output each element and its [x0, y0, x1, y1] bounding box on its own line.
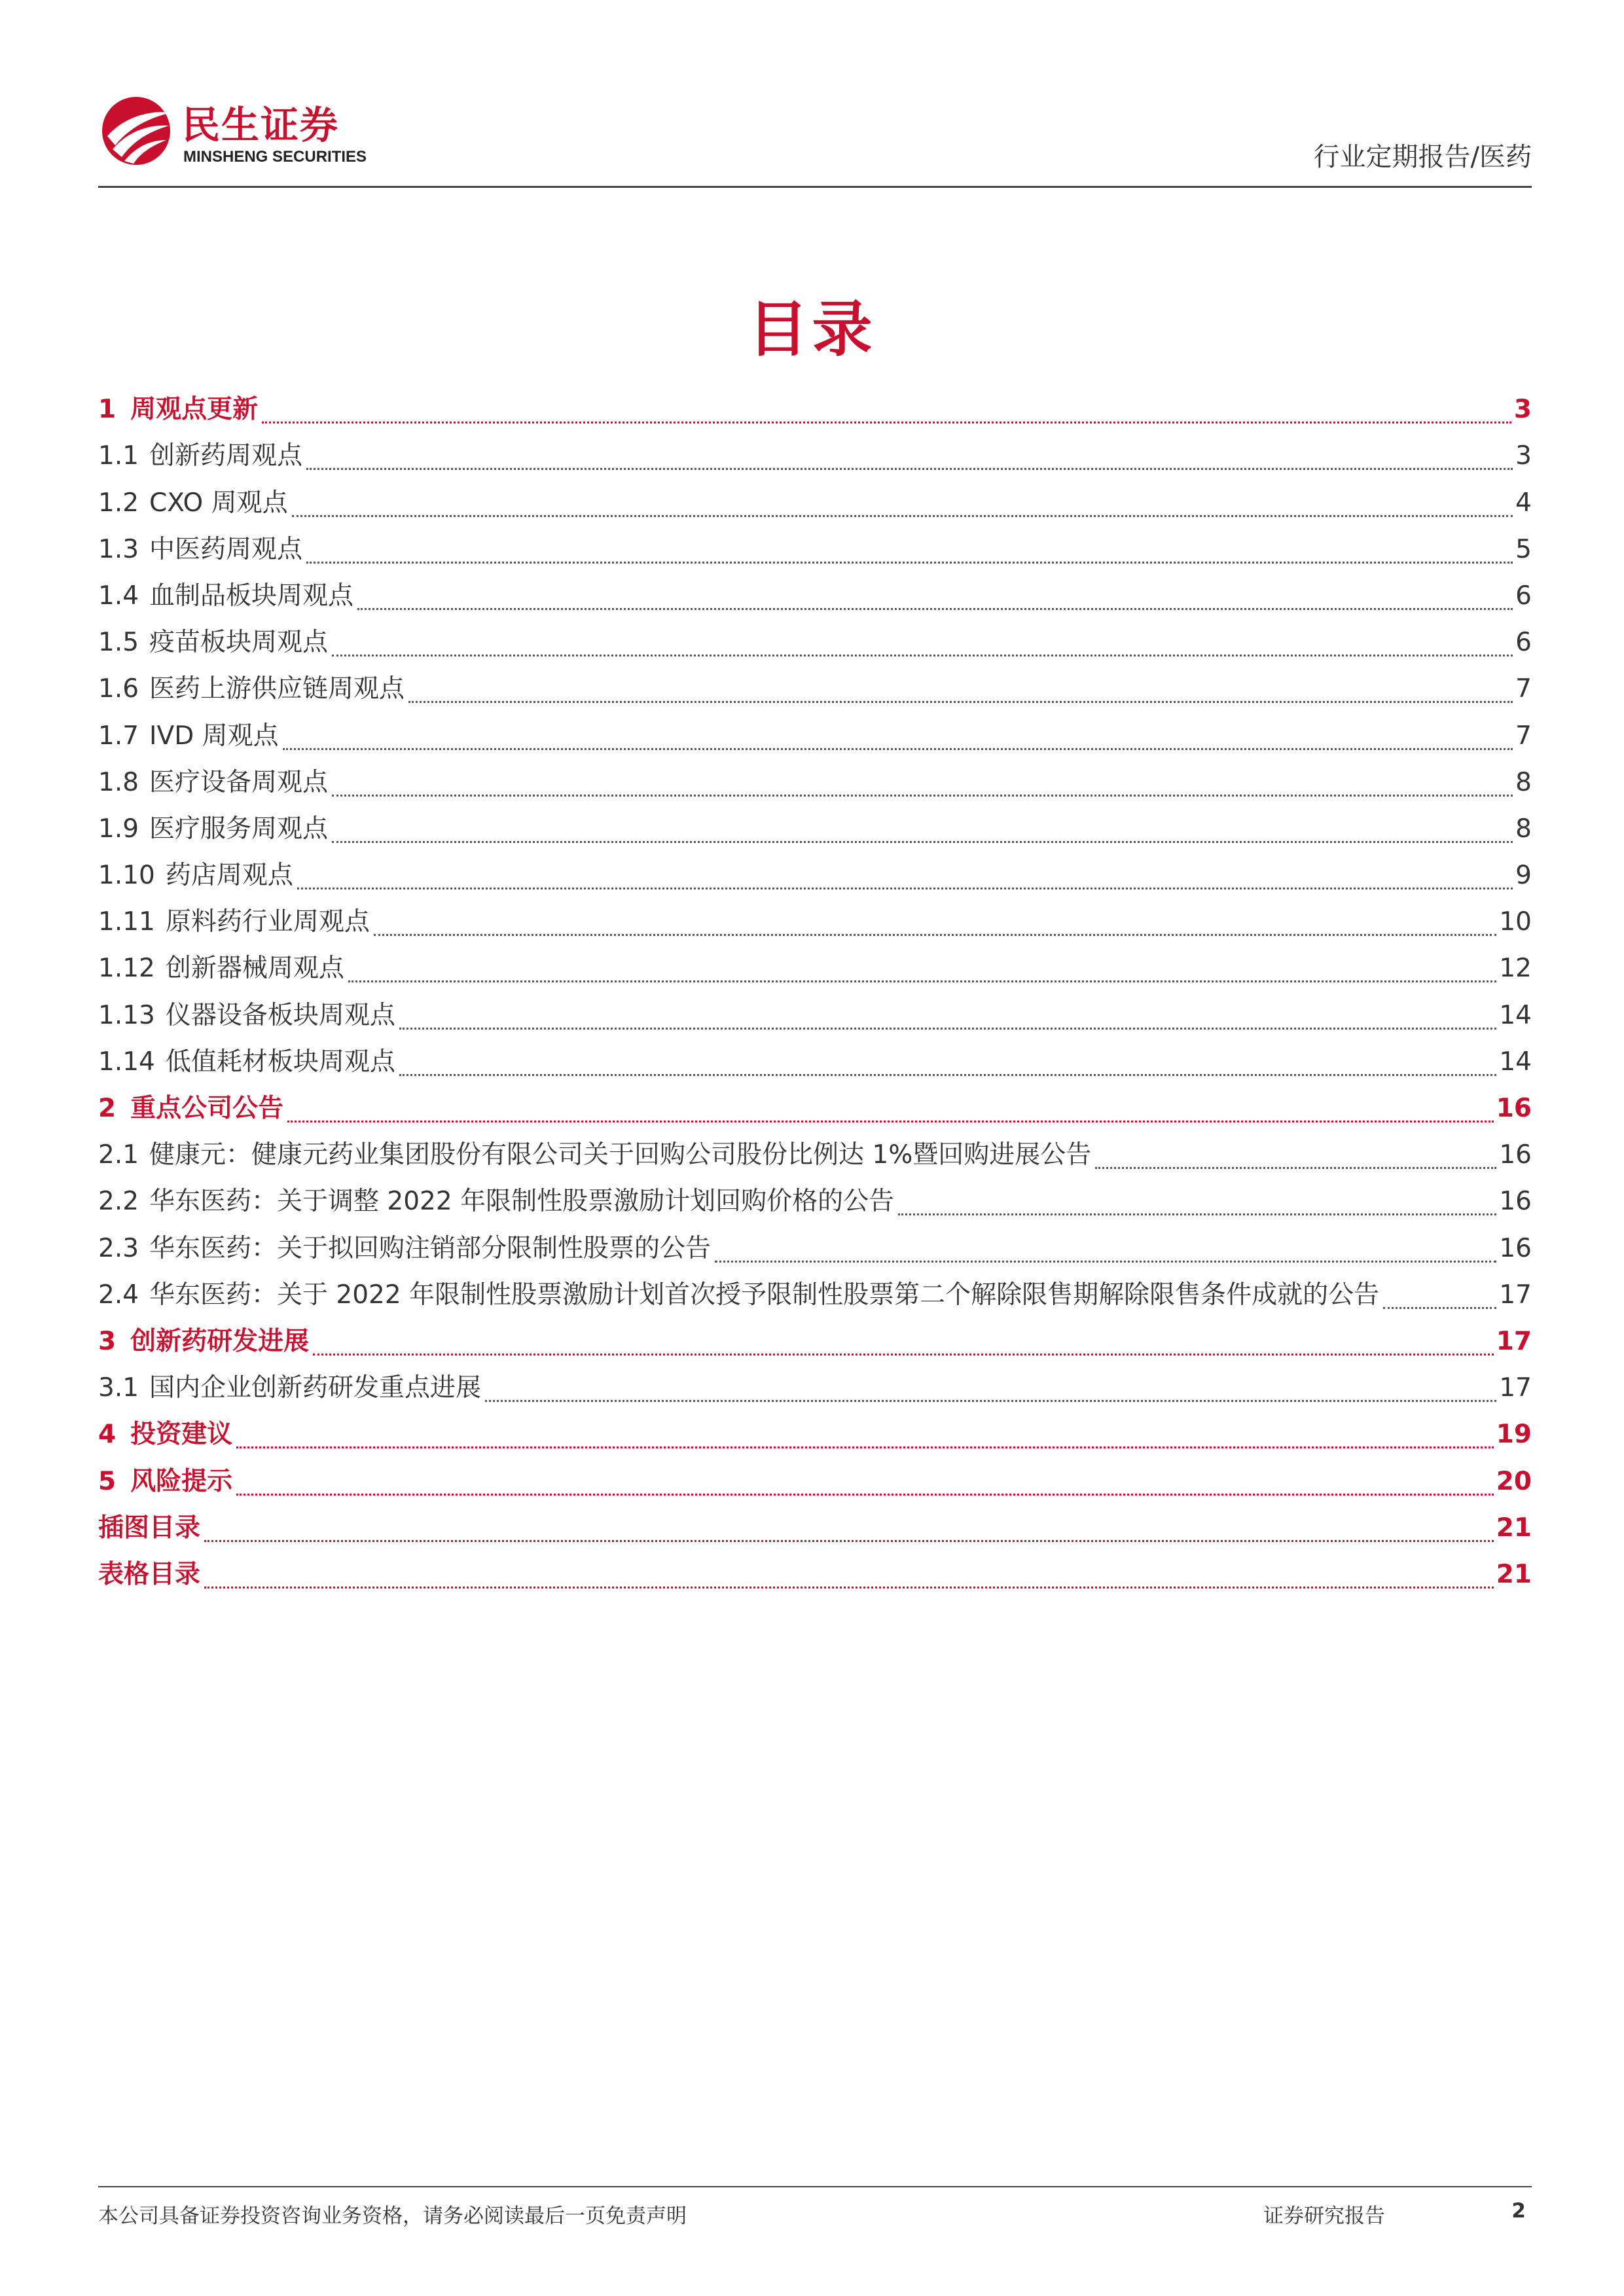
toc-entry-number: 1.3 — [98, 534, 139, 564]
toc-entry-page: 17 — [1496, 1326, 1532, 1356]
toc-entry-label: 周观点更新 — [130, 395, 259, 425]
toc-dot-leader — [332, 655, 1513, 656]
toc-entry[interactable] — [98, 1178, 1532, 1225]
toc-dot-leader — [204, 1540, 1494, 1542]
toc-entry[interactable] — [98, 1458, 1532, 1504]
toc-dot-leader — [287, 1121, 1494, 1122]
toc-dot-leader — [262, 422, 1511, 423]
toc-entry-number: 1.7 — [98, 721, 139, 751]
toc-entry-page: 16 — [1496, 1094, 1532, 1123]
toc-entry-number: 4 — [98, 1420, 117, 1450]
toc-entry-page: 8 — [1515, 767, 1532, 797]
toc-dot-leader — [332, 795, 1513, 797]
toc-dot-leader — [357, 608, 1513, 610]
toc-entry-number: 1.9 — [98, 814, 139, 844]
toc-entry[interactable] — [98, 526, 1532, 573]
toc-entry-page: 6 — [1515, 581, 1532, 611]
toc-entry[interactable] — [98, 479, 1532, 526]
toc-entry-number: 3 — [98, 1326, 117, 1356]
toc-entry[interactable] — [98, 386, 1532, 433]
footer-divider — [98, 2186, 1532, 2187]
toc-entry[interactable] — [98, 1551, 1532, 1598]
toc-entry-page: 3 — [1515, 441, 1532, 471]
toc-entry-page: 16 — [1499, 1140, 1532, 1170]
toc-entry[interactable] — [98, 899, 1532, 945]
toc-entry-number: 1.6 — [98, 674, 139, 704]
logo-chinese-name: 民生证券 — [182, 103, 340, 147]
toc-entry-page: 10 — [1499, 907, 1532, 937]
toc-entry-page: 14 — [1499, 1047, 1532, 1077]
toc-entry-label: IVD 周观点 — [149, 721, 279, 751]
toc-entry-number: 1.2 — [98, 488, 139, 518]
toc-dot-leader — [399, 1074, 1497, 1076]
toc-entry-page: 9 — [1515, 861, 1532, 891]
toc-dot-leader — [1095, 1167, 1496, 1169]
toc-entry-number: 2.1 — [98, 1140, 139, 1170]
toc-entry-label: 医药上游供应链周观点 — [149, 674, 405, 704]
toc-dot-leader — [408, 701, 1513, 703]
toc-entry[interactable] — [98, 759, 1532, 806]
toc-entry[interactable] — [98, 433, 1532, 479]
toc-entry-label: 仪器设备板块周观点 — [165, 1000, 395, 1030]
toc-entry-page: 21 — [1496, 1513, 1532, 1543]
toc-entry-page: 4 — [1515, 488, 1532, 518]
toc-entry-number: 1.1 — [98, 441, 139, 471]
toc-entry-page: 16 — [1499, 1233, 1532, 1263]
table-of-contents — [98, 386, 1532, 1598]
toc-dot-leader — [485, 1400, 1496, 1402]
toc-entry-number: 2 — [98, 1094, 117, 1123]
toc-entry-label: 医疗服务周观点 — [149, 814, 329, 844]
header-divider — [98, 186, 1532, 188]
toc-entry-label: 华东医药：关于拟回购注销部分限制性股票的公告 — [149, 1233, 712, 1263]
toc-dot-leader — [236, 1494, 1494, 1496]
toc-entry[interactable] — [98, 666, 1532, 712]
toc-entry[interactable] — [98, 1225, 1532, 1271]
toc-entry-label: 国内企业创新药研发重点进展 — [149, 1373, 482, 1403]
toc-entry-label: 疫苗板块周观点 — [149, 628, 329, 658]
toc-entry-page: 8 — [1515, 814, 1532, 844]
toc-dot-leader — [306, 562, 1513, 564]
toc-entry-number: 1.12 — [98, 954, 155, 984]
toc-entry[interactable] — [98, 1365, 1532, 1411]
toc-entry-label: 健康元：健康元药业集团股份有限公司关于回购公司股份比例达 1%暨回购进展公告 — [149, 1140, 1092, 1170]
toc-entry[interactable] — [98, 1505, 1532, 1551]
toc-entry[interactable] — [98, 573, 1532, 619]
report-type: 行业定期报告/医药 — [1313, 142, 1532, 172]
logo-english-name: MINSHENG SECURITIES — [183, 148, 367, 166]
toc-entry-page: 20 — [1496, 1466, 1532, 1496]
toc-entry-label: 创新药研发进展 — [130, 1326, 310, 1356]
toc-dot-leader — [348, 980, 1497, 982]
toc-entry-label: 创新器械周观点 — [165, 954, 344, 984]
toc-entry-number: 1.8 — [98, 767, 139, 797]
toc-entry-page: 14 — [1499, 1000, 1532, 1030]
toc-entry-page: 7 — [1515, 721, 1532, 751]
toc-entry-page: 19 — [1496, 1420, 1532, 1450]
toc-dot-leader — [313, 1354, 1494, 1355]
minsheng-logo — [98, 90, 399, 175]
toc-dot-leader — [283, 748, 1513, 750]
logo-emblem-icon — [98, 90, 177, 169]
toc-entry-label: 重点公司公告 — [130, 1094, 284, 1123]
toc-entry-page: 12 — [1499, 954, 1532, 984]
toc-entry-number: 1.10 — [98, 861, 155, 891]
toc-entry[interactable] — [98, 619, 1532, 666]
toc-entry-page: 6 — [1515, 628, 1532, 658]
toc-entry-page: 5 — [1515, 534, 1532, 564]
toc-entry-label: CXO 周观点 — [149, 488, 288, 518]
toc-dot-leader — [204, 1587, 1494, 1588]
toc-entry-page: 21 — [1496, 1559, 1532, 1589]
toc-entry-label: 中医药周观点 — [149, 534, 303, 564]
toc-entry-number: 2.3 — [98, 1233, 139, 1263]
toc-entry[interactable] — [98, 1411, 1532, 1458]
toc-entry-number: 1.13 — [98, 1000, 155, 1030]
toc-entry[interactable] — [98, 1085, 1532, 1132]
toc-entry-label: 原料药行业周观点 — [165, 907, 370, 937]
toc-entry[interactable] — [98, 992, 1532, 1038]
toc-entry-number: 1.14 — [98, 1047, 155, 1077]
toc-dot-leader — [1383, 1307, 1496, 1309]
toc-entry[interactable] — [98, 1132, 1532, 1178]
toc-entry[interactable] — [98, 852, 1532, 899]
toc-entry-label: 药店周观点 — [165, 861, 293, 891]
toc-entry-number: 1.4 — [98, 581, 139, 611]
page-header — [98, 90, 1532, 188]
toc-entry-label: 低值耗材板块周观点 — [165, 1047, 395, 1077]
toc-entry-number: 1 — [98, 395, 117, 425]
toc-entry-page: 17 — [1499, 1280, 1532, 1310]
toc-entry[interactable] — [98, 806, 1532, 852]
toc-entry[interactable] — [98, 1272, 1532, 1318]
toc-entry-label: 华东医药：关于调整 2022 年限制性股票激励计划回购价格的公告 — [149, 1187, 895, 1217]
toc-dot-leader — [297, 888, 1513, 889]
toc-entry-number: 5 — [98, 1466, 117, 1496]
footer-disclaimer: 本公司具备证券投资咨询业务资格，请务必阅读最后一页免责声明 — [98, 2204, 687, 2228]
toc-dot-leader — [399, 1028, 1497, 1030]
toc-entry-label: 华东医药：关于 2022 年限制性股票激励计划首次授予限制性股票第二个解除限售期解除限售条件成就的公告 — [149, 1280, 1380, 1310]
page-number: 2 — [1511, 2199, 1526, 2223]
toc-dot-leader — [306, 468, 1513, 470]
toc-entry-label: 插图目录 — [98, 1513, 201, 1543]
toc-entry-page: 3 — [1513, 395, 1532, 425]
toc-entry-number: 2.2 — [98, 1187, 139, 1217]
toc-entry-label: 投资建议 — [130, 1420, 233, 1450]
toc-title: 目录 — [748, 295, 876, 365]
footer-doc-type: 证券研究报告 — [1263, 2204, 1385, 2228]
toc-dot-leader — [292, 515, 1513, 517]
toc-entry-label: 血制品板块周观点 — [149, 581, 354, 611]
toc-entry-number: 1.5 — [98, 628, 139, 658]
toc-entry-page: 7 — [1515, 674, 1532, 704]
toc-dot-leader — [898, 1213, 1496, 1215]
toc-entry-number: 3.1 — [98, 1373, 139, 1403]
toc-dot-leader — [236, 1446, 1494, 1448]
toc-entry[interactable] — [98, 945, 1532, 992]
toc-dot-leader — [374, 934, 1497, 936]
toc-entry-label: 医疗设备周观点 — [149, 767, 329, 797]
toc-entry-page: 17 — [1499, 1373, 1532, 1403]
toc-dot-leader — [332, 841, 1513, 843]
toc-entry-label: 表格目录 — [98, 1559, 201, 1589]
toc-entry-label: 风险提示 — [130, 1466, 233, 1496]
toc-entry[interactable] — [98, 1318, 1532, 1365]
toc-entry-number: 2.4 — [98, 1280, 139, 1310]
toc-entry-number: 1.11 — [98, 907, 155, 937]
toc-entry-label: 创新药周观点 — [149, 441, 303, 471]
toc-entry[interactable] — [98, 712, 1532, 759]
toc-entry[interactable] — [98, 1039, 1532, 1085]
toc-entry-page: 16 — [1499, 1187, 1532, 1217]
toc-dot-leader — [715, 1261, 1496, 1263]
